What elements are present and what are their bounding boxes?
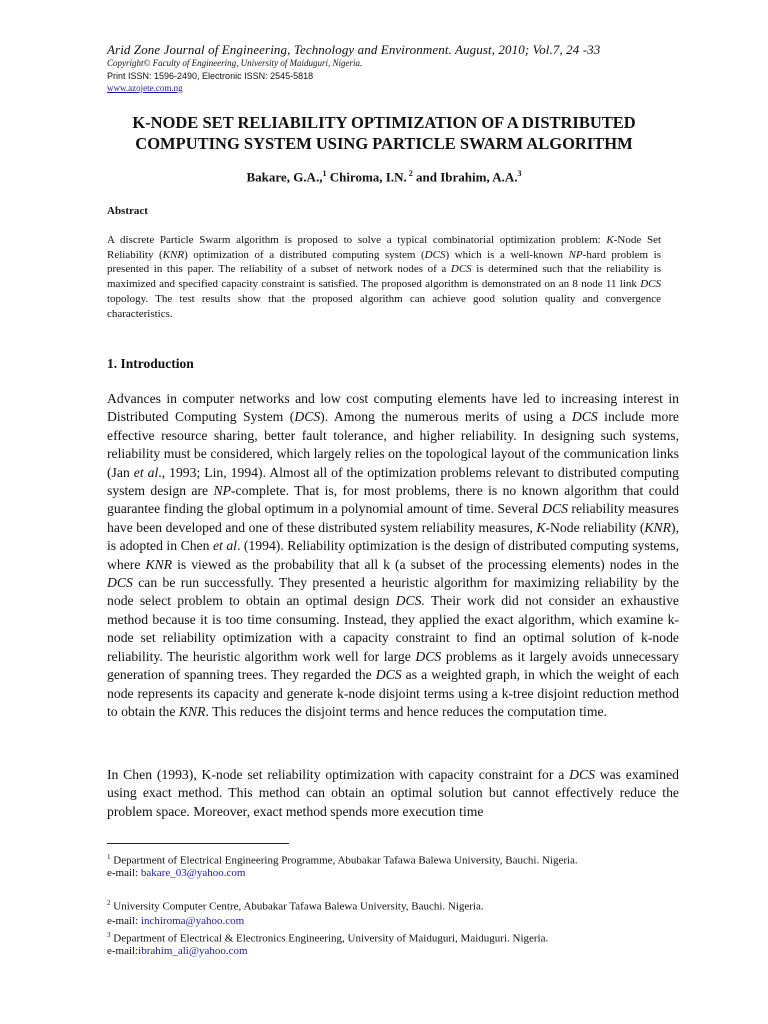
- author-3: and Ibrahim, A.A.: [412, 169, 518, 185]
- author-2-affiliation: 2: [406, 169, 413, 178]
- abstract-heading: Abstract: [107, 205, 148, 217]
- footnote-1-email-label: e-mail:: [107, 867, 141, 879]
- footnote-2-affiliation: University Computer Centre, Abubakar Tafawa Balewa University, Bauchi. Nigeria.: [110, 900, 484, 913]
- author-2: Chiroma, I.N.: [326, 169, 407, 185]
- paper-title: [60, 112, 708, 154]
- journal-url-link[interactable]: www.azojete.com.ng: [107, 83, 183, 93]
- introduction-paragraph-1: Advances in computer networks and low cost computing elements have led to increasing interest in Distributed Computing System (DCS). Among the numerous merits of using a DCS include more effective resource sharing, better fault tolerance, and higher reliability. In designing such systems, reliability must be considered, which largely relies on the topological layout of the communication links (Jan et al., 1993; Lin, 1994). Almost all of the optimization problems relevant to distributed computing system design are NP-complete. That is, for most problems, there is no known algorithm that could guarantee finding the global optimum in a polynomial amount of time. Several DCS reliability measures have been developed and one of these distributed system reliability measures, K-Node reliability (KNR), is adopted in Chen et al. (1994). Reliability optimization is the design of distributed computing systems, where KNR is viewed as the probability that all k (a subset of the processing elements) nodes in the DCS can be run successfully. They presented a heuristic algorithm for maximizing reliability by the node select problem to obtain an optimal design DCS. Their work did not consider an exhaustive method because it is too time consuming. Instead, they applied the exact algorithm, which examine k-node set reliability optimization with a capacity constraint to find an optimal solution of k-node reliability. The heuristic algorithm work well for large DCS problems as it largely avoids unnecessary generation of spanning trees. They regarded the DCS as a weighted graph, in which the weight of each node represents its capacity and generate k-node disjoint terms using a k-tree disjoint reduction method to obtain the KNR. This reduces the disjoint terms and hence reduces the computation time.: [107, 391, 680, 719]
- abstract-text: A discrete Particle Swarm algorithm is proposed to solve a typical combinatorial optimization problem: K-Node Set Reliability (KNR) optimization of a distributed computing system (DCS) which is a well-known NP-hard problem is presented in this paper. The reliability of a subset of network nodes of a DCS is determined such that the reliability is maximized and specified capacity constraint is satisfied. The proposed algorithm is demonstrated on an 8 node 11 link DCS topology. The test results show that the proposed algorithm can achieve good solution quality and convergence characteristics.: [107, 234, 662, 320]
- footnote-1-affiliation: Department of Electrical Engineering Programme, Abubakar Tafawa Balewa University, Bauchi. Nigeria.: [110, 854, 578, 867]
- paper-title-line-1: K-NODE SET RELIABILITY OPTIMIZATION OF A DISTRIBUTED: [132, 113, 636, 132]
- copyright-line: Copyright© Faculty of Engineering, University of Maiduguri, Nigeria.: [107, 58, 363, 68]
- footnote-divider: [107, 843, 289, 844]
- author-1: Bakare, G.A.,: [246, 169, 323, 185]
- footnote-2-email-line: [107, 914, 244, 928]
- footnote-1-email-link[interactable]: bakare_03@yahoo.com: [140, 867, 246, 879]
- footnote-2: [107, 896, 484, 914]
- footnote-1-number: 1: [107, 853, 111, 861]
- footnote-3-affiliation: Department of Electrical & Electronics Engineering, University of Maiduguri, Maiduguri. Nigeria.: [110, 932, 549, 945]
- footnote-3: [107, 928, 548, 946]
- author-1-affiliation: 1: [322, 169, 327, 178]
- author-list: [60, 169, 708, 185]
- footnote-3-email-line: [107, 944, 248, 958]
- introduction-paragraph-2: In Chen (1993), K-node set reliability optimization with capacity constraint for a DCS was examined using exact method. This method can obtain an optimal solution but cannot effectively reduce the problem space. Moreover, exact method spends more execution time: [107, 767, 679, 819]
- footnote-2-email-label: e-mail:: [107, 915, 141, 927]
- issn-line: Print ISSN: 1596-2490, Electronic ISSN: 2545-5818: [107, 71, 314, 81]
- footnote-2-email-link[interactable]: inchiroma@yahoo.com: [140, 915, 245, 927]
- author-3-affiliation: 3: [517, 169, 522, 178]
- footnote-3-number: 3: [107, 931, 111, 939]
- journal-citation: Arid Zone Journal of Engineering, Technology and Environment. August, 2010; Vol.7, 24 -33: [107, 42, 601, 57]
- introduction-heading: 1. Introduction: [107, 356, 194, 371]
- footnote-1-email-line: [107, 866, 245, 880]
- footnote-3-email-label: e-mail:: [107, 945, 139, 957]
- footnote-1: [107, 850, 578, 868]
- paper-title-line-2: COMPUTING SYSTEM USING PARTICLE SWARM ALGORITHM: [135, 134, 633, 153]
- footnote-2-number: 2: [107, 899, 111, 907]
- footnote-3-email-link[interactable]: ibrahim_ali@yahoo.com: [138, 945, 248, 957]
